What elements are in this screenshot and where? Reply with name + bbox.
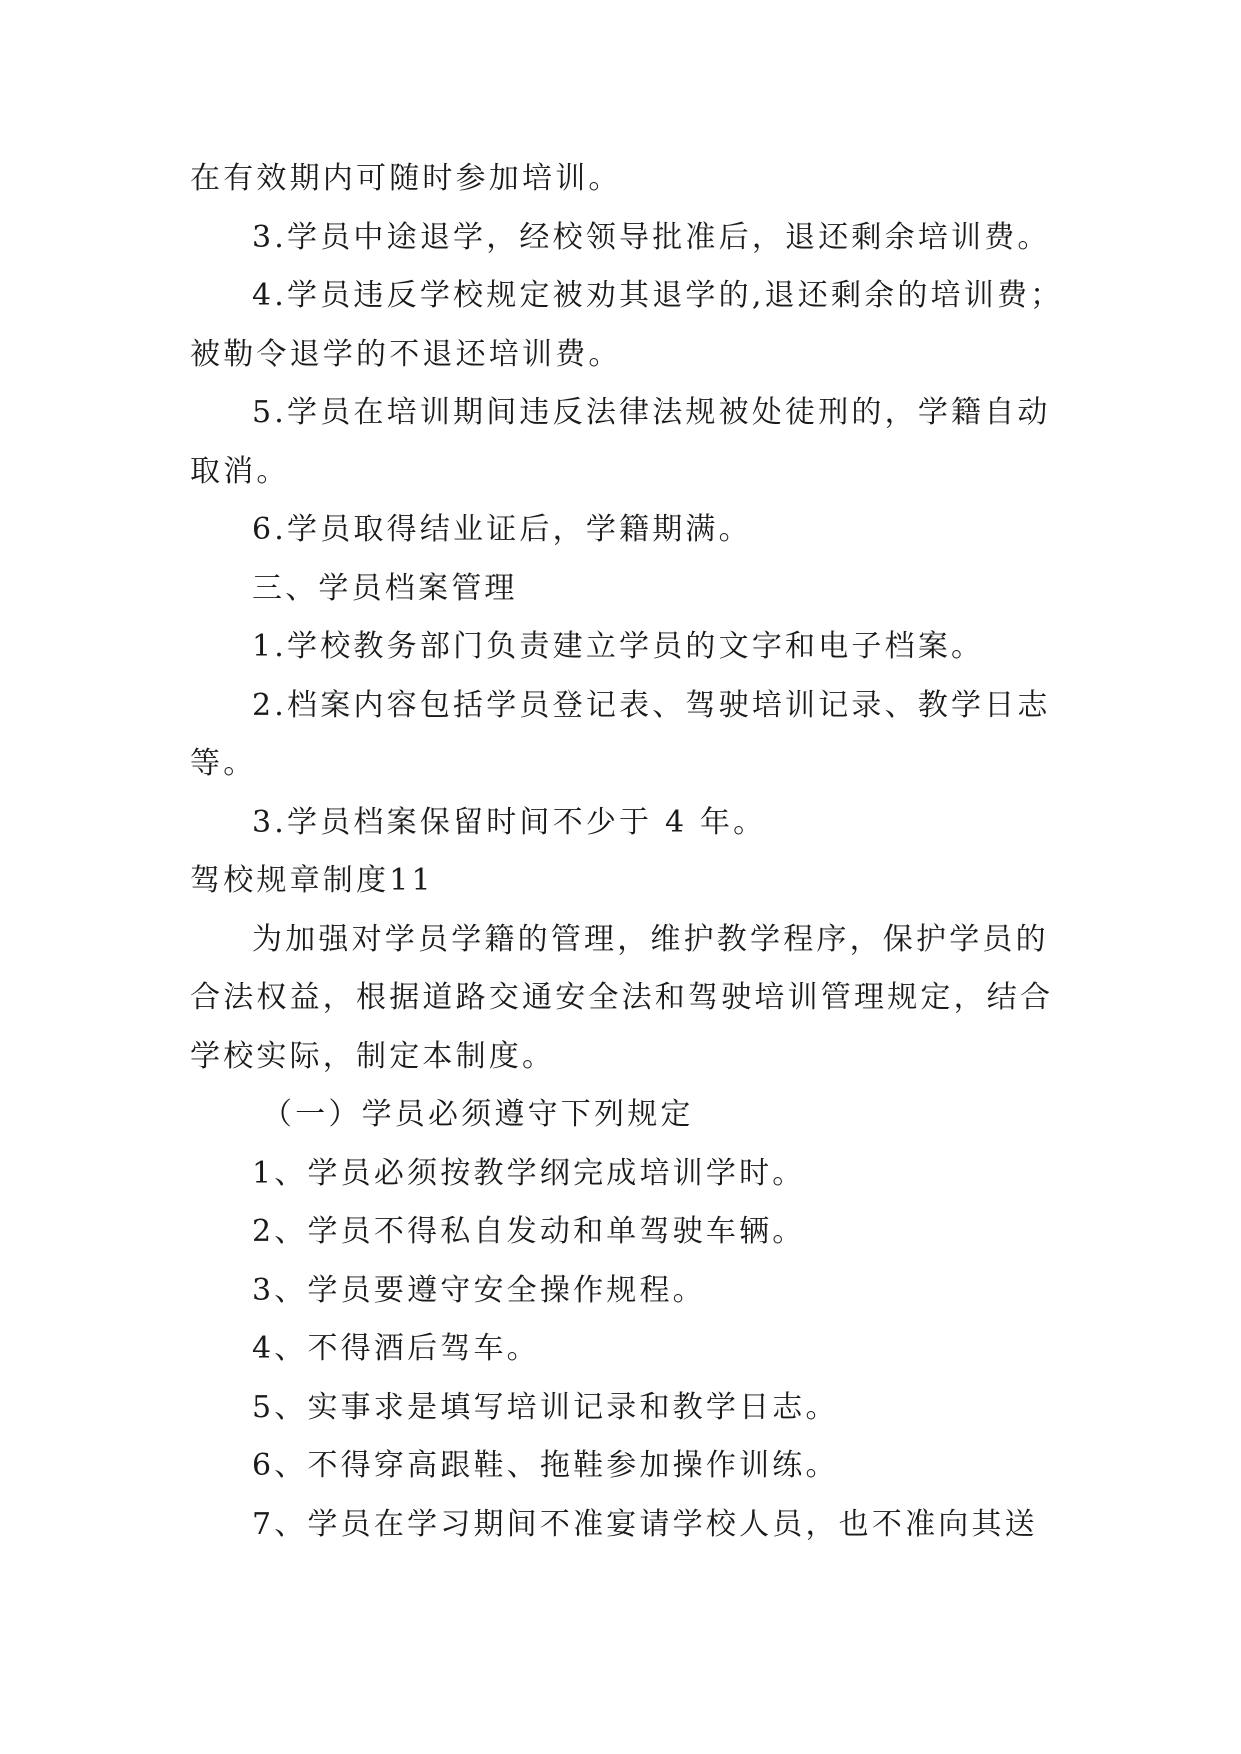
list-item: 5、实事求是填写培训记录和教学日志。 [252,1389,839,1425]
subsection-heading: （一）学员必须遵守下列规定 [262,1097,694,1132]
list-item: 3、学员要遵守安全操作规程。 [252,1272,706,1308]
text-line: 学校实际，制定本制度。 [190,1038,556,1074]
document-title: 驾校规章制度11 [190,863,434,898]
text-line: 3.学员中途退学，经校领导批准后，退还剩余培训费。 [252,219,1051,255]
text-line: 3.学员档案保留时间不少于 4 年。 [252,804,767,840]
text-line: 5.学员在培训期间违反法律法规被处徒刑的，学籍自动 [252,395,1051,430]
text-line: 被勒令退学的不退还培训费。 [190,336,622,372]
list-item: 7、学员在学习期间不准宴请学校人员，也不准向其送 [252,1506,1038,1542]
document-body [190,150,1070,1554]
text-line: 在有效期内可随时参加培训。 [190,161,622,196]
text-line: 合法权益，根据道路交通安全法和驾驶培训管理规定，结合 [190,980,1054,1015]
text-line: 为加强对学员学籍的管理，维护教学程序，保护学员的 [252,921,1049,957]
list-item: 4、不得酒后驾车。 [252,1331,540,1366]
text-line: 4.学员违反学校规定被劝其退学的,退还剩余的培训费； [252,278,1064,313]
text-line: 2.档案内容包括学员登记表、驾驶培训记录、教学日志 [252,687,1051,723]
text-line: 取消。 [190,453,290,489]
list-item: 1、学员必须按教学纲完成培训学时。 [252,1155,806,1191]
text-line: 1.学校教务部门负责建立学员的文字和电子档案。 [252,629,985,664]
list-item: 6、不得穿高跟鞋、拖鞋参加操作训练。 [252,1448,839,1483]
list-item: 2、学员不得私自发动和单驾驶车辆。 [252,1214,806,1249]
section-heading: 三、学员档案管理 [252,570,518,606]
text-line: 6.学员取得结业证后，学籍期满。 [252,512,752,547]
text-line: 等。 [190,746,257,781]
